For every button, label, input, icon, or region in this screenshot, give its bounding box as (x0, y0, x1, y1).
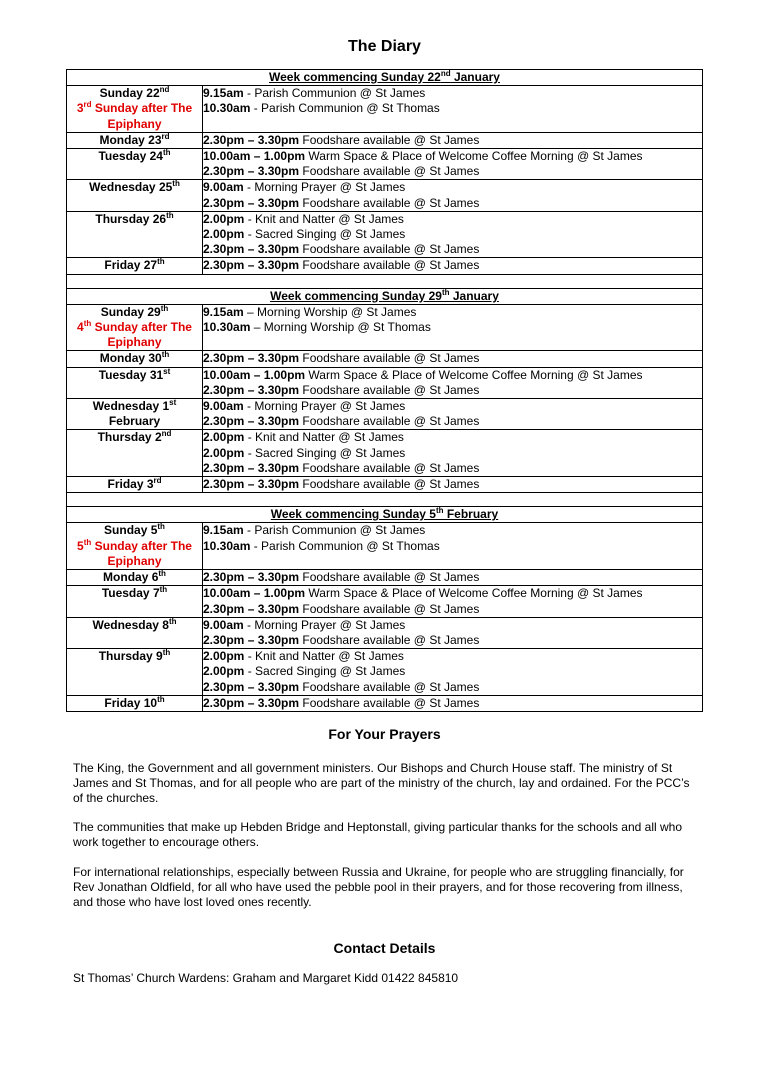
event-desc: - Parish Communion @ St Thomas (250, 101, 440, 116)
day-cell (67, 304, 203, 351)
events-cell (203, 351, 703, 367)
day-sup: nd (161, 429, 172, 439)
events-cell (203, 132, 703, 148)
day-name (67, 570, 202, 585)
event-time: 9.00am (203, 617, 244, 632)
note-text: Sunday after The Epiphany (91, 101, 193, 131)
event-desc: - Sacred Singing @ St James (244, 664, 406, 679)
day-cell (67, 695, 203, 711)
event-item (203, 649, 702, 664)
day-cell (67, 586, 203, 617)
event-item (203, 149, 702, 164)
day-tail: February (108, 414, 161, 429)
events-cell (203, 149, 703, 180)
day-name (67, 523, 202, 538)
event-time: 10.00am – 1.00pm (203, 149, 306, 164)
event-desc: Warm Space & Place of Welcome Coffee Morning @ St James (305, 367, 643, 382)
events-cell (203, 258, 703, 274)
note-text: Sunday after The Epiphany (91, 320, 192, 350)
week-header-row (67, 70, 703, 86)
diary-table (66, 69, 703, 712)
week-label-sup: nd (440, 69, 451, 78)
event-item (203, 212, 702, 227)
prayer-paragraph: The King, the Government and all government ministers. Our Bishops and Church House staff. The ministry of St James and St Thomas, and for all people who are part of the ministry of the church, lay and ordained. For the PCC’s of the churches. (73, 761, 690, 806)
day-sup: th (161, 350, 170, 360)
week-header-row (67, 507, 703, 523)
day-label: Friday 3 (107, 477, 154, 492)
day-cell (67, 367, 203, 398)
event-time: 2.30pm – 3.30pm (203, 164, 300, 179)
prayer-paragraph: For international relationships, especially between Russia and Ukraine, for people who are struggling financially, for Rev Jonathan Oldfield, for all who have used the pebble pool in their prayers, and for those recovering from illness, and those who have lost loved ones recently. (73, 865, 684, 910)
day-row (67, 399, 703, 430)
event-time: 2.30pm – 3.30pm (203, 242, 300, 257)
events-cell (203, 399, 703, 430)
day-label: Sunday 22 (99, 86, 160, 101)
event-time: 2.30pm – 3.30pm (203, 477, 300, 492)
note-text: Sunday after The Epiphany (91, 538, 192, 568)
event-desc: Warm Space & Place of Welcome Coffee Morning @ St James (305, 586, 643, 601)
event-time: 2.30pm – 3.30pm (203, 195, 300, 210)
events-cell (203, 570, 703, 586)
event-item (203, 368, 702, 383)
event-desc: Foodshare available @ St James (299, 382, 480, 397)
event-desc: Foodshare available @ St James (299, 258, 480, 273)
week-label-tail: January (449, 288, 499, 303)
spacer-cell (67, 274, 703, 288)
event-time: 2.30pm – 3.30pm (203, 258, 300, 273)
note-number: 4 (77, 320, 84, 335)
day-row (67, 351, 703, 367)
event-time: 9.15am (203, 523, 244, 538)
week-header-row (67, 288, 703, 304)
day-label: Monday 23 (99, 132, 162, 147)
day-label: Monday 6 (103, 570, 159, 585)
day-cell (67, 570, 203, 586)
events-cell (203, 367, 703, 398)
day-row (67, 180, 703, 211)
day-name (67, 149, 202, 164)
events-cell (203, 523, 703, 570)
event-desc: Foodshare available @ St James (299, 460, 480, 475)
week-header (67, 70, 703, 86)
day-name (67, 430, 202, 445)
day-label: Thursday 2 (97, 430, 162, 445)
day-sup: rd (153, 476, 162, 486)
day-cell (67, 523, 203, 570)
day-row (67, 695, 703, 711)
event-time: 2.00pm (203, 649, 245, 664)
day-sup: th (162, 148, 171, 158)
event-item (203, 320, 702, 335)
event-time: 9.00am (203, 180, 244, 195)
note-number: 3 (76, 101, 84, 116)
events-cell (203, 304, 703, 351)
event-item (203, 586, 702, 601)
week-label-tail: February (443, 507, 499, 522)
event-desc: – Morning Worship @ St James (243, 304, 417, 319)
day-cell (67, 132, 203, 148)
day-name (67, 212, 202, 227)
events-cell (203, 586, 703, 617)
event-item (203, 446, 702, 461)
liturgical-note (67, 101, 202, 131)
day-label: Wednesday 8 (92, 617, 169, 632)
events-cell (203, 180, 703, 211)
event-desc: Foodshare available @ St James (299, 632, 480, 647)
prayers-heading: For Your Prayers (328, 726, 441, 742)
event-desc: - Morning Prayer @ St James (243, 180, 406, 195)
week-label: Week commencing Sunday 29 (270, 288, 442, 303)
prayer-paragraph: The communities that make up Hebden Bridge and Heptonstall, giving particular thanks for the schools and all who work together to encourage others. (73, 820, 683, 850)
event-item (203, 477, 702, 492)
day-sup: nd (159, 85, 170, 95)
event-desc: - Sacred Singing @ St James (244, 445, 406, 460)
event-item (203, 680, 702, 695)
day-name (67, 133, 202, 148)
events-cell (203, 477, 703, 493)
day-cell (67, 86, 203, 133)
spacer-row (67, 493, 703, 507)
day-label: Sunday 5 (104, 523, 158, 538)
event-time: 2.30pm – 3.30pm (203, 351, 300, 366)
day-sup: rd (161, 131, 170, 141)
event-time: 2.30pm – 3.30pm (203, 460, 300, 475)
event-desc: Foodshare available @ St James (299, 351, 480, 366)
day-name (67, 351, 202, 366)
event-desc: Foodshare available @ St James (299, 242, 480, 257)
liturgical-note (67, 320, 202, 350)
liturgical-note (67, 539, 202, 569)
event-desc: Foodshare available @ St James (299, 601, 480, 616)
event-item (203, 664, 702, 679)
events-cell (203, 617, 703, 648)
day-cell (67, 180, 203, 211)
day-label: Wednesday 25 (89, 180, 173, 195)
event-item (203, 133, 702, 148)
event-item (203, 227, 702, 242)
spacer-row (67, 274, 703, 288)
event-item (203, 602, 702, 617)
event-time: 2.30pm – 3.30pm (203, 414, 300, 429)
day-row (67, 570, 703, 586)
event-time: 2.00pm (203, 211, 245, 226)
event-item (203, 101, 702, 116)
day-name (67, 586, 202, 601)
event-time: 9.00am (203, 399, 244, 414)
day-label: Wednesday 1 (92, 399, 170, 414)
day-cell (67, 617, 203, 648)
event-item (203, 242, 702, 257)
page-title: The Diary (348, 38, 421, 55)
day-label: Thursday 26 (95, 211, 167, 226)
event-desc: - Morning Prayer @ St James (243, 399, 406, 414)
event-time: 2.30pm – 3.30pm (203, 632, 300, 647)
day-sup: st (169, 398, 177, 408)
event-time: 2.00pm (203, 227, 245, 242)
event-time: 9.15am (203, 86, 244, 101)
day-row (67, 211, 703, 258)
week-label-tail: January (450, 70, 500, 84)
event-desc: - Knit and Natter @ St James (244, 649, 404, 664)
day-row (67, 149, 703, 180)
week-header (67, 507, 703, 523)
day-name (67, 696, 202, 711)
note-sup: th (83, 319, 92, 329)
event-time: 10.00am – 1.00pm (203, 367, 306, 382)
event-item (203, 351, 702, 366)
event-desc: Foodshare available @ St James (299, 695, 480, 710)
day-label: Tuesday 24 (98, 149, 163, 164)
day-row (67, 430, 703, 477)
day-name (67, 258, 202, 273)
event-desc: Foodshare available @ St James (299, 570, 480, 585)
day-name (67, 649, 202, 664)
event-item (203, 539, 702, 554)
event-item (203, 696, 702, 711)
day-row (67, 586, 703, 617)
event-desc: - Parish Communion @ St Thomas (250, 538, 440, 553)
day-label: Tuesday 31 (98, 367, 164, 382)
day-name (67, 618, 202, 633)
day-row (67, 132, 703, 148)
event-item (203, 523, 702, 538)
week-label-sup: th (435, 506, 444, 516)
event-desc: - Knit and Natter @ St James (244, 211, 404, 226)
event-time: 2.30pm – 3.30pm (203, 601, 300, 616)
day-row (67, 649, 703, 696)
event-item (203, 86, 702, 101)
day-row (67, 523, 703, 570)
event-item (203, 305, 702, 320)
event-time: 2.00pm (203, 664, 245, 679)
event-desc: - Parish Communion @ St James (243, 523, 426, 538)
event-desc: - Morning Prayer @ St James (243, 617, 406, 632)
event-item (203, 618, 702, 633)
event-time: 9.15am (203, 304, 244, 319)
spacer-cell (67, 493, 703, 507)
contact-heading: Contact Details (333, 940, 436, 956)
day-row (67, 304, 703, 351)
event-item (203, 196, 702, 211)
day-sup: th (162, 648, 171, 658)
contact-text: St Thomas’ Church Wardens: Graham and Margaret Kidd 01422 845810 (73, 971, 459, 985)
events-cell (203, 211, 703, 258)
day-name (67, 86, 202, 101)
event-item (203, 461, 702, 476)
event-time: 10.30am (203, 320, 251, 335)
day-sup: th (172, 179, 180, 189)
event-desc: – Morning Worship @ St Thomas (250, 320, 431, 335)
day-label: Thursday 9 (98, 649, 163, 664)
day-label: Sunday 29 (100, 304, 161, 319)
day-name (67, 477, 202, 492)
event-time: 2.30pm – 3.30pm (203, 570, 300, 585)
day-row (67, 617, 703, 648)
day-row (67, 86, 703, 133)
week-label-sup: th (441, 287, 450, 297)
day-cell (67, 149, 203, 180)
event-desc: - Sacred Singing @ St James (244, 227, 406, 242)
note-sup: rd (83, 100, 92, 110)
note-number: 5 (77, 538, 84, 553)
day-label: Friday 10 (104, 695, 158, 710)
week-label: Week commencing Sunday 22 (269, 70, 441, 84)
day-name (67, 368, 202, 383)
events-cell (203, 649, 703, 696)
day-sup: th (157, 257, 165, 267)
event-item (203, 570, 702, 585)
event-time: 10.30am (203, 538, 251, 553)
events-cell (203, 695, 703, 711)
event-time: 2.30pm – 3.30pm (203, 382, 300, 397)
event-time: 2.00pm (203, 445, 245, 460)
event-time: 2.30pm – 3.30pm (203, 132, 300, 147)
event-desc: Foodshare available @ St James (299, 164, 480, 179)
day-cell (67, 258, 203, 274)
event-desc: Foodshare available @ St James (299, 414, 480, 429)
day-sup: th (157, 694, 165, 704)
events-cell (203, 86, 703, 133)
day-row (67, 258, 703, 274)
day-cell (67, 430, 203, 477)
day-sup: th (159, 585, 168, 595)
day-cell (67, 399, 203, 430)
event-item (203, 633, 702, 648)
event-desc: - Knit and Natter @ St James (244, 430, 404, 445)
event-desc: Warm Space & Place of Welcome Coffee Morning @ St James (305, 149, 643, 164)
event-time: 10.30am (203, 101, 251, 116)
event-desc: Foodshare available @ St James (299, 195, 480, 210)
day-label: Tuesday 7 (101, 586, 160, 601)
events-cell (203, 430, 703, 477)
day-label: Friday 27 (104, 258, 158, 273)
day-cell (67, 477, 203, 493)
week-header (67, 288, 703, 304)
event-item (203, 383, 702, 398)
event-desc: Foodshare available @ St James (299, 132, 480, 147)
week-label: Week commencing Sunday 5 (270, 507, 436, 522)
day-row (67, 477, 703, 493)
event-item (203, 164, 702, 179)
day-row (67, 367, 703, 398)
event-item (203, 399, 702, 414)
event-item (203, 430, 702, 445)
day-sup: th (157, 522, 165, 532)
day-sup: th (158, 569, 166, 579)
event-item (203, 180, 702, 195)
event-time: 2.00pm (203, 430, 245, 445)
day-name (67, 399, 202, 429)
day-name (67, 180, 202, 195)
day-cell (67, 351, 203, 367)
day-sup: st (163, 366, 171, 376)
event-time: 10.00am – 1.00pm (203, 586, 306, 601)
event-desc: - Parish Communion @ St James (243, 86, 426, 101)
event-desc: Foodshare available @ St James (299, 679, 480, 694)
note-sup: th (83, 537, 92, 547)
event-item (203, 258, 702, 273)
event-desc: Foodshare available @ St James (299, 477, 480, 492)
event-item (203, 414, 702, 429)
day-cell (67, 211, 203, 258)
event-time: 2.30pm – 3.30pm (203, 695, 300, 710)
day-sup: th (166, 210, 174, 220)
day-sup: th (160, 303, 169, 313)
event-time: 2.30pm – 3.30pm (203, 679, 300, 694)
day-name (67, 305, 202, 320)
day-label: Monday 30 (99, 351, 162, 366)
day-sup: th (168, 616, 177, 626)
day-cell (67, 649, 203, 696)
